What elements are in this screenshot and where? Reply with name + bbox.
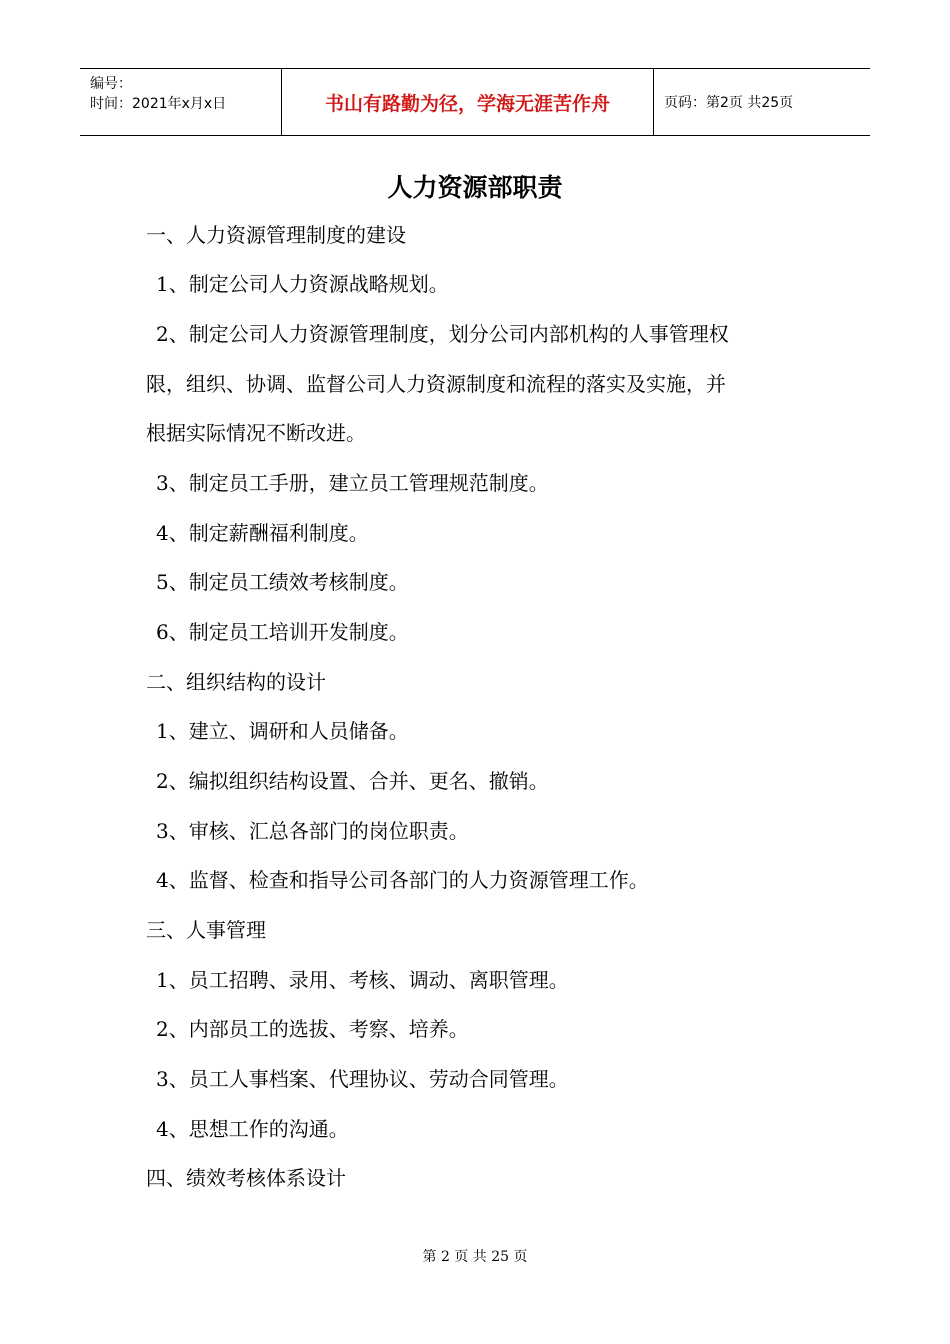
header-meta-cell: [80, 69, 282, 135]
list-item: 1、制定公司人力资源战略规划。: [156, 272, 449, 296]
paragraph-line: 限，组织、协调、监督公司人力资源制度和流程的落实及实施，并: [146, 372, 726, 396]
motto-cell: [282, 69, 654, 135]
list-item: 6、制定员工培训开发制度。: [156, 620, 409, 644]
section-heading: 一、人力资源管理制度的建设: [146, 223, 406, 247]
section-heading: 二、组织结构的设计: [146, 670, 326, 694]
page-footer: 第 2 页 共 25 页: [422, 1249, 528, 1265]
list-item: 5、制定员工绩效考核制度。: [156, 570, 409, 594]
list-item: 2、编拟组织结构设置、合并、更名、撤销。: [156, 769, 549, 793]
page-info-cell: [654, 69, 870, 135]
list-item: 1、员工招聘、录用、考核、调动、离职管理。: [156, 968, 569, 992]
list-item: 4、思想工作的沟通。: [156, 1117, 349, 1141]
section-heading: 四、绩效考核体系设计: [146, 1166, 346, 1190]
time-label: 时间：2021年x月x日: [90, 96, 227, 112]
list-item: 1、建立、调研和人员储备。: [156, 719, 409, 743]
list-item: 3、员工人事档案、代理协议、劳动合同管理。: [156, 1067, 569, 1091]
list-item: 4、监督、检查和指导公司各部门的人力资源管理工作。: [156, 868, 649, 892]
paragraph-line: 根据实际情况不断改进。: [146, 421, 366, 445]
number-label: 编号：: [90, 76, 132, 92]
list-item: 2、制定公司人力资源管理制度，划分公司内部机构的人事管理权: [156, 322, 729, 346]
list-item: 3、制定员工手册，建立员工管理规范制度。: [156, 471, 549, 495]
page-info-text: 页码：第2页 共25页: [664, 95, 794, 111]
section-heading: 三、人事管理: [146, 918, 266, 942]
motto-text: 书山有路勤为径，学海无涯苦作舟: [324, 92, 610, 115]
list-item: 2、内部员工的选拔、考察、培养。: [156, 1017, 469, 1041]
list-item: 4、制定薪酬福利制度。: [156, 521, 369, 545]
document-header: [80, 68, 870, 136]
list-item: 3、审核、汇总各部门的岗位职责。: [156, 819, 469, 843]
document-title: 人力资源部职责: [387, 173, 563, 202]
